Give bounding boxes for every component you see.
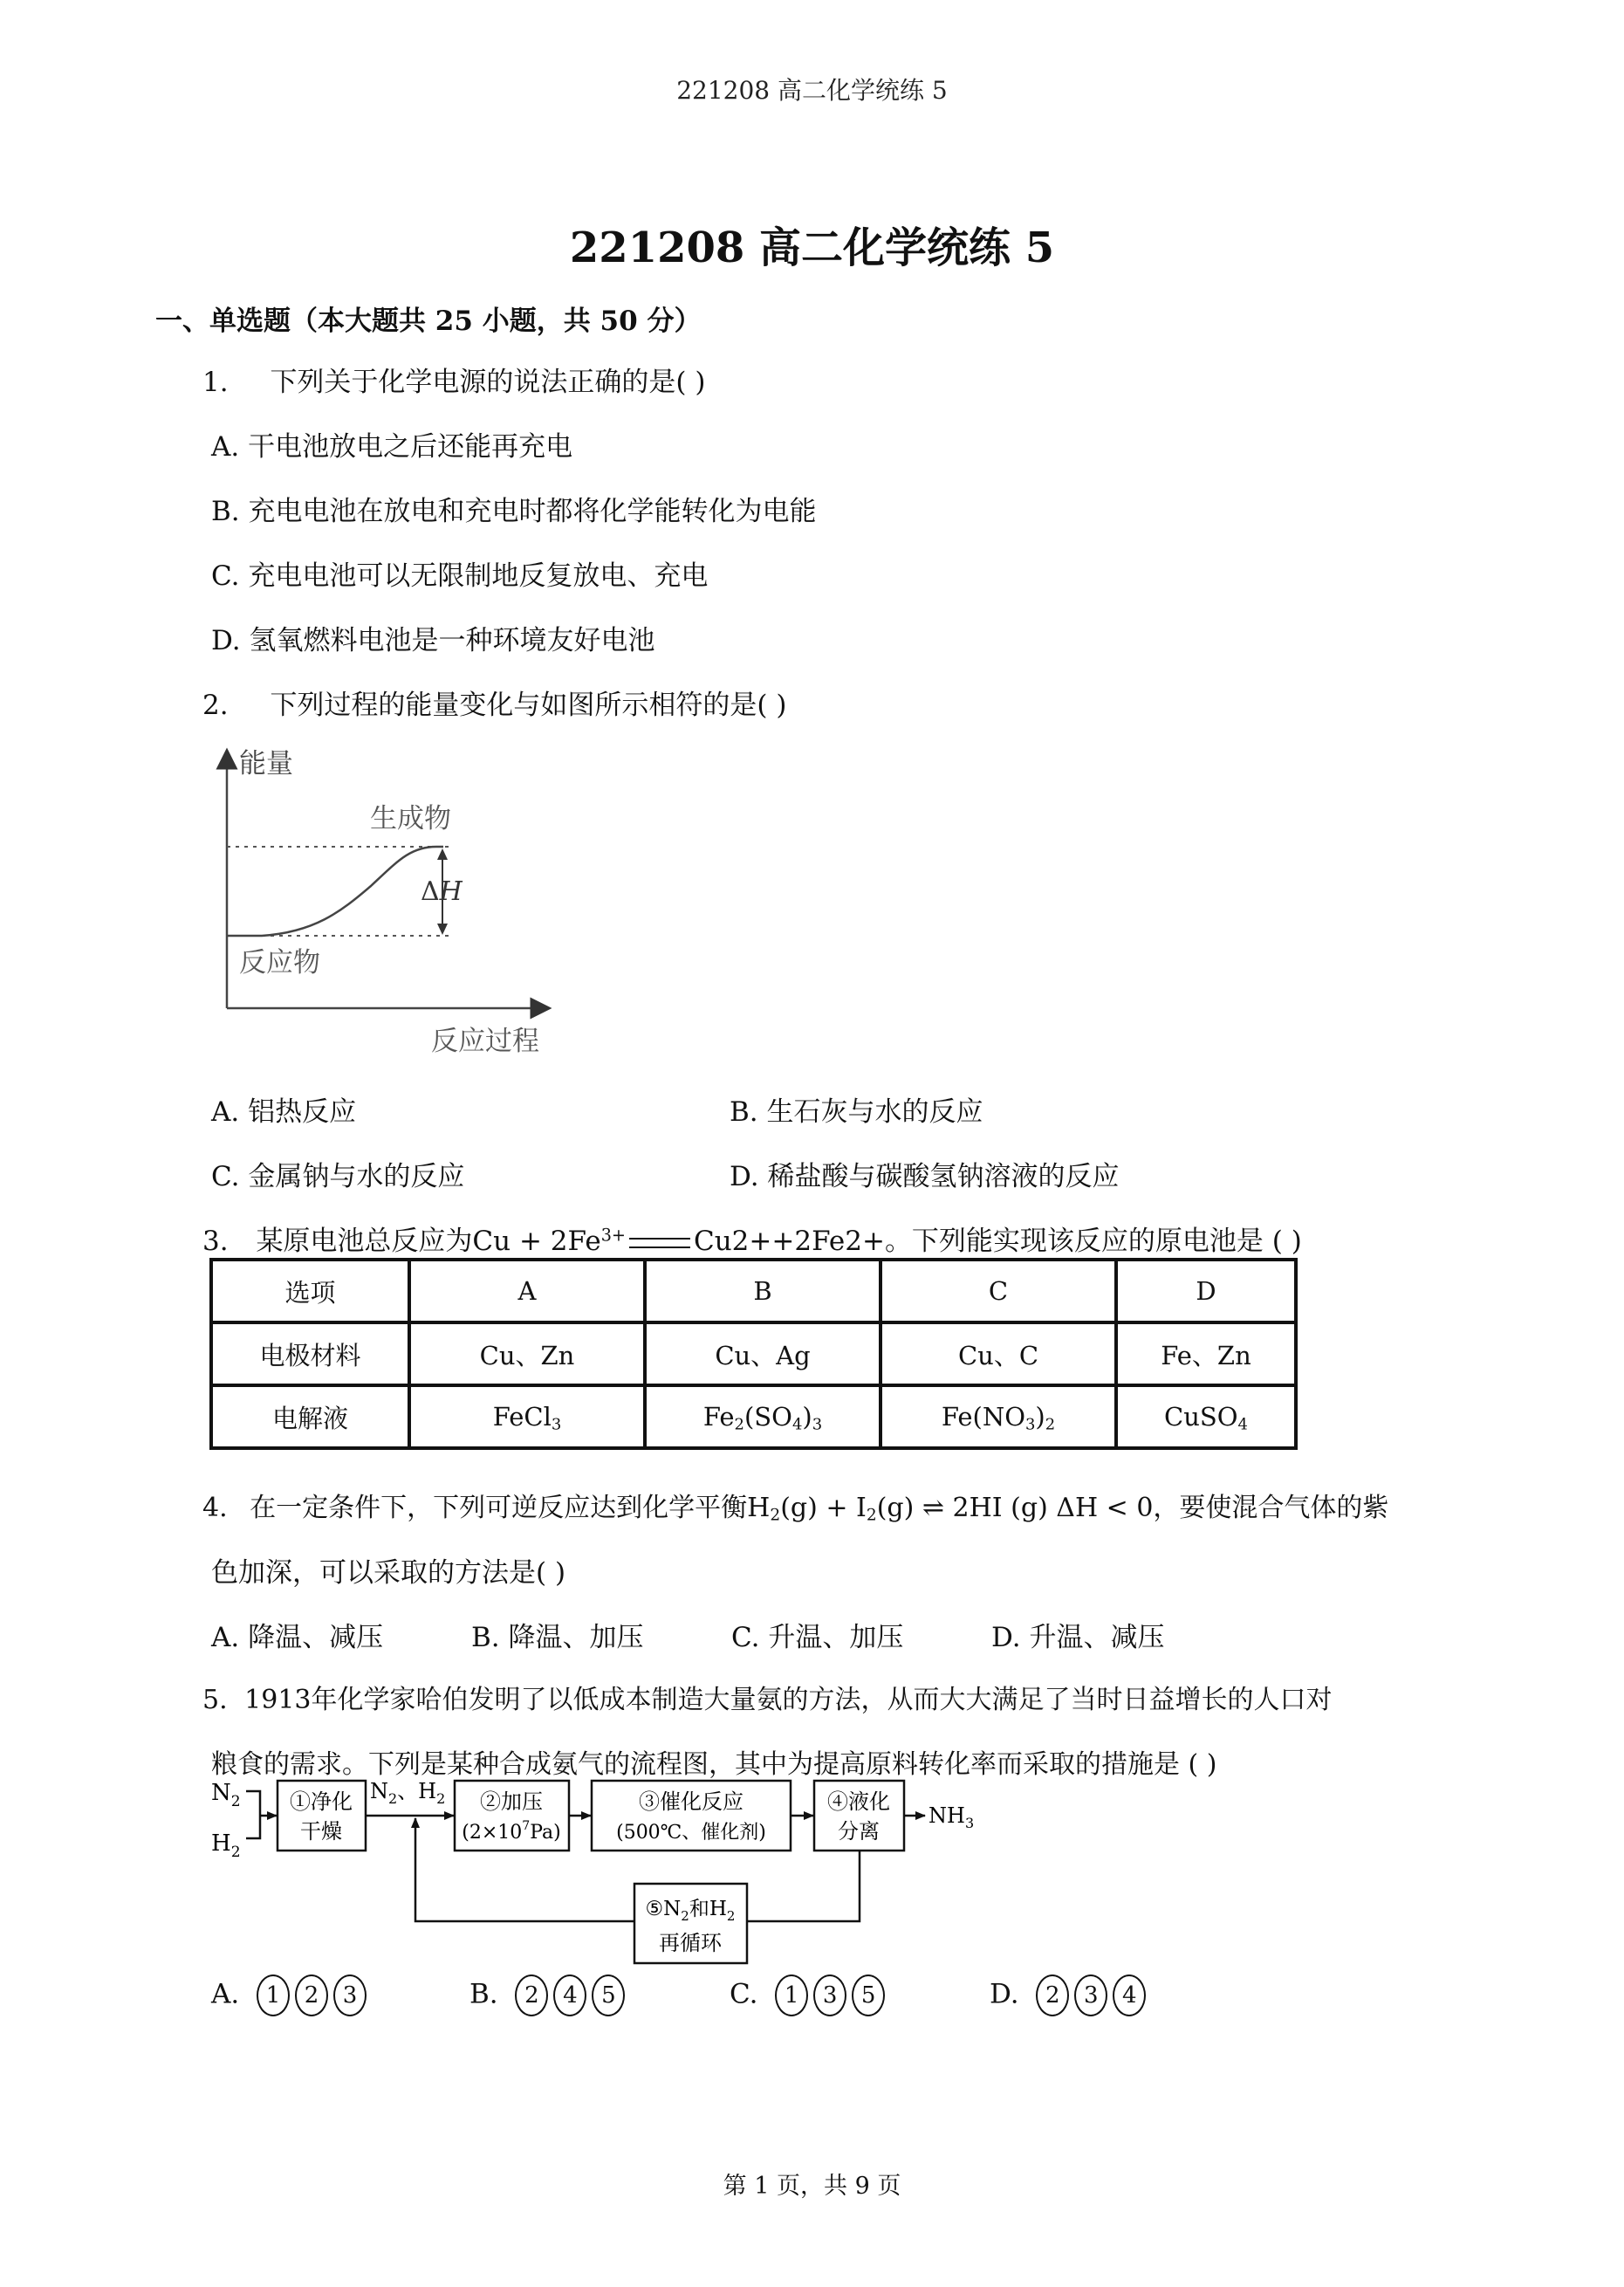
option-label: A.: [211, 1096, 240, 1128]
y-axis-label: 能量: [239, 748, 293, 780]
box-label: ①净化: [290, 1789, 353, 1814]
option-d: [991, 1615, 1164, 1654]
input-n2: [211, 1780, 241, 1810]
delta-h-label: [421, 876, 463, 907]
subscript: 2: [388, 1790, 398, 1807]
question-4-stem-line2: 色加深，可以采取的方法是( ): [211, 1557, 566, 1589]
question-number: 5.: [202, 1685, 228, 1715]
formula-part: (SO: [743, 1402, 792, 1432]
text-part: (2×10: [462, 1822, 523, 1844]
output-nh3: [928, 1803, 974, 1831]
subscript: 2: [770, 1506, 781, 1525]
question-text: 下列过程的能量变化与如图所示相符的是( ): [270, 690, 787, 721]
option-label: D.: [990, 1978, 1019, 2010]
question-4-stem: [202, 1486, 1388, 1524]
subscript: 2: [230, 1793, 241, 1810]
option-text: 金属钠与水的反应: [248, 1161, 465, 1192]
option-label: D.: [730, 1161, 759, 1192]
box-label: [462, 1819, 560, 1844]
subscript: 2: [230, 1844, 241, 1861]
box-label: 再循环: [659, 1931, 722, 1955]
option-a: [211, 424, 572, 464]
row-header: 电极材料: [211, 1322, 409, 1385]
option-d: [990, 1975, 1151, 2016]
arrow-up-head: [437, 848, 448, 860]
text-part: Pa): [530, 1822, 561, 1844]
option-d: [730, 1154, 1119, 1193]
table-row: [211, 1385, 1296, 1448]
option-c: [731, 1615, 903, 1654]
option-label: A.: [211, 431, 240, 463]
formula-subscript: 2: [1045, 1415, 1056, 1434]
circled-number: 2: [1036, 1975, 1069, 2016]
circled-number: 1: [775, 1975, 808, 2016]
option-text: 生石灰与水的反应: [766, 1096, 983, 1128]
option-label: D.: [211, 625, 241, 656]
n-symbol: N: [370, 1779, 388, 1803]
option-label: B.: [471, 1622, 500, 1653]
subscript: 2: [726, 1908, 736, 1924]
option-label: C.: [730, 1978, 758, 2010]
table-row: [211, 1260, 1296, 1322]
option-a: [211, 1615, 383, 1654]
formula-part: ): [1035, 1402, 1045, 1432]
box-label: 干燥: [300, 1819, 342, 1844]
option-label: B.: [469, 1978, 498, 2010]
delta-symbol: Δ: [421, 876, 440, 907]
arrow-down-head: [437, 924, 448, 935]
input-bracket: [246, 1791, 260, 1838]
option-c: [211, 1154, 464, 1193]
question-5-stem-line2: 粮食的需求。下列是某种合成氨气的流程图，其中为提高原料转化率而采取的措施是 ( ): [211, 1749, 1217, 1780]
formula-subscript: 2: [734, 1415, 744, 1434]
formula-part: ): [802, 1402, 812, 1432]
question-number: 2.: [202, 690, 229, 721]
circled-number: 1: [257, 1975, 290, 2016]
formula-subscript: 3: [812, 1415, 823, 1434]
question-text: 下列关于化学电源的说法正确的是( ): [270, 367, 706, 398]
question-number: 3.: [202, 1226, 229, 1257]
question-number: 4.: [202, 1493, 228, 1523]
option-text: 充电电池在放电和充电时都将化学能转化为电能: [248, 496, 817, 527]
table-cell: Cu、Ag: [645, 1322, 881, 1385]
option-label: C.: [211, 1161, 240, 1192]
option-b: [211, 489, 817, 528]
option-text: 升温、加压: [768, 1622, 904, 1653]
row-header: 选项: [211, 1260, 409, 1322]
question-text-prefix: 某原电池总反应为Cu + 2Fe: [256, 1226, 601, 1257]
option-label: B.: [730, 1096, 758, 1128]
question-text: 1913年化学家哈伯发明了以低成本制造大量氨的方法，从而大大满足了当时日益增长的人口对: [244, 1685, 1333, 1715]
energy-diagram: [209, 746, 576, 1065]
row-header: 电解液: [211, 1385, 409, 1448]
question-1-stem: [202, 360, 705, 399]
table-cell: D: [1116, 1260, 1296, 1322]
formula-part: CuSO: [1164, 1402, 1238, 1432]
box-label: [646, 1898, 736, 1924]
page-footer: 第 1 页，共 9 页: [723, 2173, 901, 2200]
option-text: 降温、减压: [248, 1622, 384, 1653]
option-label: A.: [211, 1622, 240, 1653]
ammonia-flow-diagram: [201, 1772, 1004, 1968]
question-text: 在一定条件下，下列可逆反应达到化学平衡H: [250, 1493, 771, 1523]
option-d: [211, 618, 654, 657]
formula-subscript: 4: [791, 1415, 803, 1434]
option-label: B.: [211, 496, 240, 527]
nh-symbol: NH: [928, 1803, 965, 1828]
equals-bar: [629, 1238, 690, 1248]
option-label: D.: [991, 1622, 1021, 1653]
option-c: [211, 553, 708, 593]
recycle-line-right: [747, 1851, 860, 1921]
option-a: [211, 1089, 356, 1129]
option-text: 稀盐酸与碳酸氢钠溶液的反应: [767, 1161, 1120, 1192]
table-cell: [1116, 1385, 1296, 1448]
table-row: [211, 1322, 1296, 1385]
box-label: ②加压: [480, 1789, 543, 1814]
table-cell: Cu、Zn: [409, 1322, 645, 1385]
table-cell: A: [409, 1260, 645, 1322]
option-b: [469, 1975, 630, 2016]
h-symbol: H: [211, 1830, 231, 1857]
box-label: 分离: [838, 1819, 880, 1844]
question-text: (g) ⇌ 2HI (g) ΔH < 0，要使混合气体的紫: [876, 1493, 1389, 1523]
formula-part: Fe(NO: [941, 1402, 1025, 1432]
x-axis-label: 反应过程: [431, 1026, 539, 1057]
formula-subscript: 3: [1024, 1415, 1036, 1434]
n-symbol: N: [211, 1780, 231, 1806]
option-text: 干电池放电之后还能再充电: [248, 431, 573, 463]
option-b: [730, 1089, 983, 1129]
question-3-stem: [202, 1219, 1302, 1258]
option-text: 氢氧燃料电池是一种环境友好电池: [249, 625, 655, 656]
circled-number: 2: [515, 1975, 548, 2016]
question-5-stem: [202, 1678, 1333, 1716]
subscript: 3: [964, 1815, 975, 1831]
circled-number: 3: [813, 1975, 846, 2016]
formula-part: Fe: [702, 1402, 735, 1432]
section-heading: 一、单选题（本大题共 25 小题，共 50 分）: [155, 306, 702, 337]
circled-number: 3: [333, 1975, 367, 2016]
option-text: 充电电池可以无限制地反复放电、充电: [248, 560, 709, 592]
product-label: 生成物: [370, 803, 451, 834]
table-cell: C: [881, 1260, 1116, 1322]
box-label: (500℃、催化剂): [616, 1822, 766, 1844]
energy-curve: [227, 847, 443, 936]
circled-number: 2: [295, 1975, 328, 2016]
question-number: 1.: [202, 367, 229, 398]
question-2-stem: [202, 683, 786, 722]
subscript: 2: [436, 1790, 446, 1807]
text-part: 和H: [689, 1898, 727, 1920]
running-header: 221208 高二化学统练 5: [676, 76, 948, 105]
option-label: C.: [731, 1622, 760, 1653]
question-text-suffix: Cu2++2Fe2+。下列能实现该反应的原电池是 ( ): [694, 1226, 1302, 1257]
table-cell: [645, 1385, 881, 1448]
h-symbol: 、H: [397, 1779, 437, 1803]
text-part: ⑤N: [645, 1898, 682, 1920]
option-text: 铝热反应: [248, 1096, 357, 1128]
battery-options-table: [209, 1258, 1298, 1450]
table-cell: [409, 1385, 645, 1448]
option-label: C.: [211, 560, 240, 592]
formula-part: FeCl: [492, 1402, 552, 1432]
formula-subscript: 4: [1237, 1415, 1248, 1434]
subscript: 2: [681, 1908, 689, 1924]
mid-label: [370, 1779, 445, 1807]
option-label: A.: [211, 1978, 240, 2010]
option-text: 降温、加压: [508, 1622, 644, 1653]
box-label: ③催化反应: [639, 1789, 743, 1814]
reactant-label: 反应物: [239, 947, 320, 979]
table-cell: Cu、C: [881, 1322, 1116, 1385]
circled-number: 4: [1113, 1975, 1146, 2016]
option-text: 升温、减压: [1029, 1622, 1165, 1653]
enthalpy-symbol: H: [439, 876, 463, 907]
option-b: [471, 1615, 644, 1654]
circled-number: 4: [553, 1975, 586, 2016]
input-h2: [211, 1830, 241, 1861]
charge-superscript: 3+: [600, 1225, 626, 1246]
box-label: ④液化: [827, 1789, 890, 1814]
question-text: (g) + I: [780, 1493, 867, 1523]
option-a: [211, 1975, 372, 2016]
circled-number: 3: [1074, 1975, 1107, 2016]
superscript: 7: [522, 1819, 531, 1833]
table-cell: B: [645, 1260, 881, 1322]
circled-number: 5: [592, 1975, 625, 2016]
option-c: [730, 1975, 890, 2016]
circled-number: 5: [852, 1975, 885, 2016]
document-title: 221208 高二化学统练 5: [569, 223, 1055, 272]
table-cell: Fe、Zn: [1116, 1322, 1296, 1385]
table-cell: [881, 1385, 1116, 1448]
formula-subscript: 3: [551, 1415, 562, 1434]
subscript: 2: [866, 1506, 877, 1525]
